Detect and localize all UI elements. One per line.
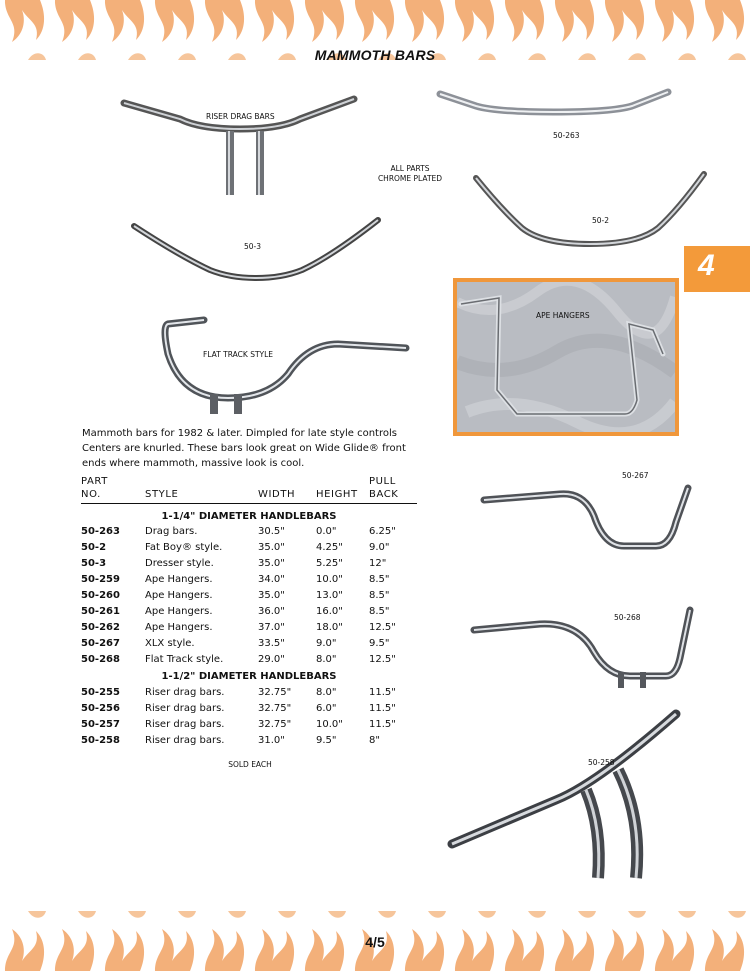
riser-258-label: 50-258 (588, 758, 615, 767)
height-cell: 9.0" (316, 638, 337, 649)
width-cell: 37.0" (258, 622, 285, 633)
fat-boy-bars-image (472, 170, 708, 250)
pull-back-cell: 12.5" (369, 654, 396, 665)
style-cell: Ape Hangers. (145, 590, 213, 601)
pull-back-cell: 9.0" (369, 542, 390, 553)
flat-track-bars-image (158, 314, 410, 420)
style-cell: Riser drag bars. (145, 687, 225, 698)
style-cell: Ape Hangers. (145, 622, 213, 633)
flat-track-label: FLAT TRACK STYLE (203, 350, 274, 359)
pull-back-cell: 8.5" (369, 606, 390, 617)
ape-hangers-photo (453, 278, 679, 436)
part-number-cell: 50-3 (81, 558, 107, 569)
product-description: Mammoth bars for 1982 & later. Dimpled for late style controls Centers are knurled. These bars look great on Wide Glide® front ends where mammoth, massive look is cool. (82, 428, 406, 469)
table-row (81, 703, 421, 719)
header-part (81, 475, 108, 501)
height-cell: 18.0" (316, 622, 343, 633)
part-number-cell: 50-255 (81, 687, 120, 698)
width-cell: 35.0" (258, 590, 285, 601)
part-number-cell: 50-262 (81, 622, 120, 633)
style-cell: Ape Hangers. (145, 574, 213, 585)
width-cell: 35.0" (258, 558, 285, 569)
width-cell: 32.75" (258, 687, 292, 698)
height-cell: 0.0" (316, 526, 337, 537)
header-width: WIDTH (258, 489, 296, 500)
table-row (81, 719, 421, 735)
xlx-bars-image (480, 482, 696, 554)
table-row (81, 574, 421, 590)
style-cell: Dresser style. (145, 558, 214, 569)
part-number-cell: 50-267 (81, 638, 120, 649)
header-height: HEIGHT (316, 489, 358, 500)
pull-back-cell: 11.5" (369, 703, 396, 714)
table-row (81, 558, 421, 574)
part-number-cell: 50-259 (81, 574, 120, 585)
pull-back-cell: 6.25" (369, 526, 396, 537)
sold-each-note: SOLD EACH (228, 760, 272, 769)
section-tab (684, 246, 750, 292)
height-cell: 10.0" (316, 719, 343, 730)
style-cell: Riser drag bars. (145, 719, 225, 730)
riser-drag-bars-image (120, 95, 360, 200)
header-pull-line1: PULL (369, 476, 396, 487)
riser-drag-bars-label: RISER DRAG BARS (206, 112, 275, 121)
flat-track-268-label: 50-268 (614, 613, 641, 622)
header-rule (81, 503, 417, 504)
width-cell: 30.5" (258, 526, 285, 537)
section-heading: 1-1/4" DIAMETER HANDLEBARS (161, 511, 337, 522)
width-cell: 32.75" (258, 703, 292, 714)
pull-back-cell: 12.5" (369, 622, 396, 633)
height-cell: 9.5" (316, 735, 337, 746)
style-cell: Ape Hangers. (145, 606, 213, 617)
dresser-label: 50-3 (244, 242, 262, 251)
height-cell: 16.0" (316, 606, 343, 617)
style-cell: XLX style. (145, 638, 195, 649)
style-cell: Riser drag bars. (145, 735, 225, 746)
width-cell: 35.0" (258, 542, 285, 553)
table-row (81, 638, 421, 654)
xlx-label: 50-267 (622, 471, 649, 480)
width-cell: 31.0" (258, 735, 285, 746)
height-cell: 8.0" (316, 654, 337, 665)
part-number-cell: 50-258 (81, 735, 120, 746)
part-number-cell: 50-268 (81, 654, 120, 665)
part-number-cell: 50-261 (81, 606, 120, 617)
pull-back-cell: 11.5" (369, 687, 396, 698)
height-cell: 5.25" (316, 558, 343, 569)
width-cell: 36.0" (258, 606, 285, 617)
style-cell: Drag bars. (145, 526, 198, 537)
header-pull-line2: BACK (369, 489, 399, 500)
table-row (81, 542, 421, 558)
drag-bars-label: 50-263 (553, 131, 580, 140)
table-row (81, 606, 421, 622)
pull-back-cell: 8.5" (369, 574, 390, 585)
pull-back-cell: 11.5" (369, 719, 396, 730)
section-heading: 1-1/2" DIAMETER HANDLEBARS (161, 671, 337, 682)
section-tab-number: 4 (698, 249, 715, 282)
header-part-line2: NO. (81, 489, 101, 500)
width-cell: 29.0" (258, 654, 285, 665)
table-row (81, 526, 421, 542)
part-number-cell: 50-263 (81, 526, 120, 537)
chrome-plated-note: ALL PARTS CHROME PLATED (377, 164, 443, 183)
pull-back-cell: 8.5" (369, 590, 390, 601)
height-cell: 10.0" (316, 574, 343, 585)
style-cell: Riser drag bars. (145, 703, 225, 714)
table-row (81, 622, 421, 638)
page-title: MAMMOTH BARS (314, 47, 436, 63)
header-part-line1: PART (81, 476, 108, 487)
header-style: STYLE (145, 489, 179, 500)
part-number-cell: 50-2 (81, 542, 107, 553)
pull-back-cell: 12" (369, 558, 387, 569)
table-row (81, 590, 421, 606)
height-cell: 13.0" (316, 590, 343, 601)
pull-back-cell: 9.5" (369, 638, 390, 649)
height-cell: 4.25" (316, 542, 343, 553)
height-cell: 6.0" (316, 703, 337, 714)
page-number: 4/5 (365, 934, 385, 950)
part-number-cell: 50-260 (81, 590, 120, 601)
style-cell: Fat Boy® style. (145, 542, 223, 553)
flat-track-268-image (470, 606, 698, 690)
style-cell: Flat Track style. (145, 654, 224, 665)
table-row (81, 735, 421, 751)
table-row (81, 687, 421, 703)
height-cell: 8.0" (316, 687, 337, 698)
width-cell: 34.0" (258, 574, 285, 585)
part-number-cell: 50-256 (81, 703, 120, 714)
pull-back-cell: 8" (369, 735, 380, 746)
ape-hangers-label: APE HANGERS (536, 311, 590, 320)
riser-258-image (446, 708, 682, 884)
table-row (81, 654, 421, 670)
fat-boy-label: 50-2 (592, 216, 610, 225)
part-number-cell: 50-257 (81, 719, 120, 730)
drag-bars-image (436, 88, 672, 118)
width-cell: 32.75" (258, 719, 292, 730)
width-cell: 33.5" (258, 638, 285, 649)
header-pull-back (369, 475, 398, 501)
